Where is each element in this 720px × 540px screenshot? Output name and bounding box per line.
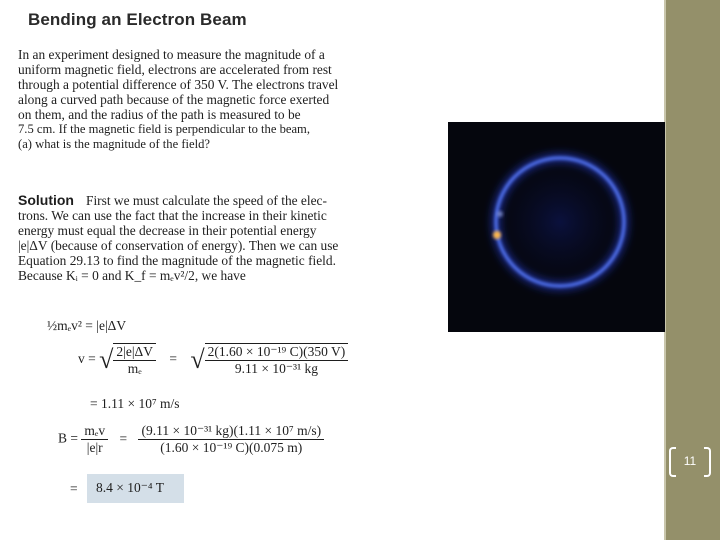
solution-line: [18, 193, 438, 208]
problem-line: (a) what is the magnitude of the field?: [18, 137, 210, 151]
fraction-denominator: |e|r: [86, 440, 103, 455]
fraction-denominator: (1.60 × 10⁻¹⁹ C)(0.075 m): [160, 440, 303, 455]
gun-glint-icon: [497, 211, 503, 217]
fraction: [138, 423, 324, 456]
solution-line: |e|ΔV (because of conservation of energy). Then we can use: [18, 238, 339, 254]
solution-line-text: First we must calculate the speed of the elec-: [86, 193, 327, 208]
solution-heading: Solution: [18, 192, 74, 208]
fraction-denominator: mₑ: [127, 361, 142, 376]
fraction-numerator: (9.11 × 10⁻³¹ kg)(1.11 × 10⁷ m/s): [138, 423, 324, 440]
sqrt-icon: √: [99, 345, 114, 374]
electron-beam-photo: [448, 122, 665, 332]
fraction-numerator: mₑv: [81, 423, 108, 440]
problem-line: uniform magnetic field, electrons are accelerated from rest: [18, 62, 332, 77]
problem-line: through a potential difference of 350 V. The electrons travel: [18, 77, 339, 92]
equals-sign: =: [169, 351, 177, 367]
sqrt-icon: √: [190, 345, 205, 374]
equation-speed: [78, 343, 348, 377]
equals-sign: =: [119, 430, 128, 446]
fraction-numerator: 2|e|ΔV: [113, 344, 156, 361]
fraction-numerator: 2(1.60 × 10⁻¹⁹ C)(350 V): [205, 344, 349, 361]
page-number: 11: [683, 454, 697, 468]
equation-field: [58, 423, 324, 456]
problem-line: In an experiment designed to measure the magnitude of a: [18, 47, 325, 62]
slide-title: Bending an Electron Beam: [28, 10, 247, 29]
problem-line: along a curved path because of the magnetic force exerted: [18, 92, 330, 107]
equals-sign: =: [70, 481, 78, 496]
equation-lhs: v =: [78, 351, 96, 367]
solution-line: energy must equal the decrease in their potential energy: [18, 223, 317, 239]
solution-line: trons. We can use the fact that the increase in their kinetic: [18, 208, 327, 224]
right-bracket-icon: [704, 447, 711, 477]
problem-text: [18, 47, 438, 152]
fraction-denominator: 9.11 × 10⁻³¹ kg: [234, 361, 318, 376]
fraction: [113, 343, 156, 377]
problem-line: on them, and the radius of the path is measured to be: [18, 107, 301, 122]
equation-speed-result: = 1.11 × 10⁷ m/s: [90, 396, 180, 411]
electron-gun-icon: [493, 231, 501, 239]
fraction: [81, 423, 108, 456]
field-result: 8.4 × 10⁻⁴ T: [96, 480, 164, 495]
electron-beam-illustration: [448, 122, 665, 332]
equation-energy: ½mₑv² = |e|ΔV: [47, 318, 127, 333]
fraction: [205, 343, 349, 377]
page-number-badge: [669, 447, 711, 475]
solution-text: [18, 193, 438, 284]
equation-lhs: B =: [58, 430, 78, 446]
left-bracket-icon: [669, 447, 676, 477]
solution-line: Equation 29.13 to find the magnitude of the magnetic field.: [18, 253, 336, 269]
solution-line: Because Kᵢ = 0 and K_f = mₑv²/2, we have: [18, 268, 246, 284]
problem-line: 7.5 cm. If the magnetic field is perpendicular to the beam,: [18, 122, 310, 136]
